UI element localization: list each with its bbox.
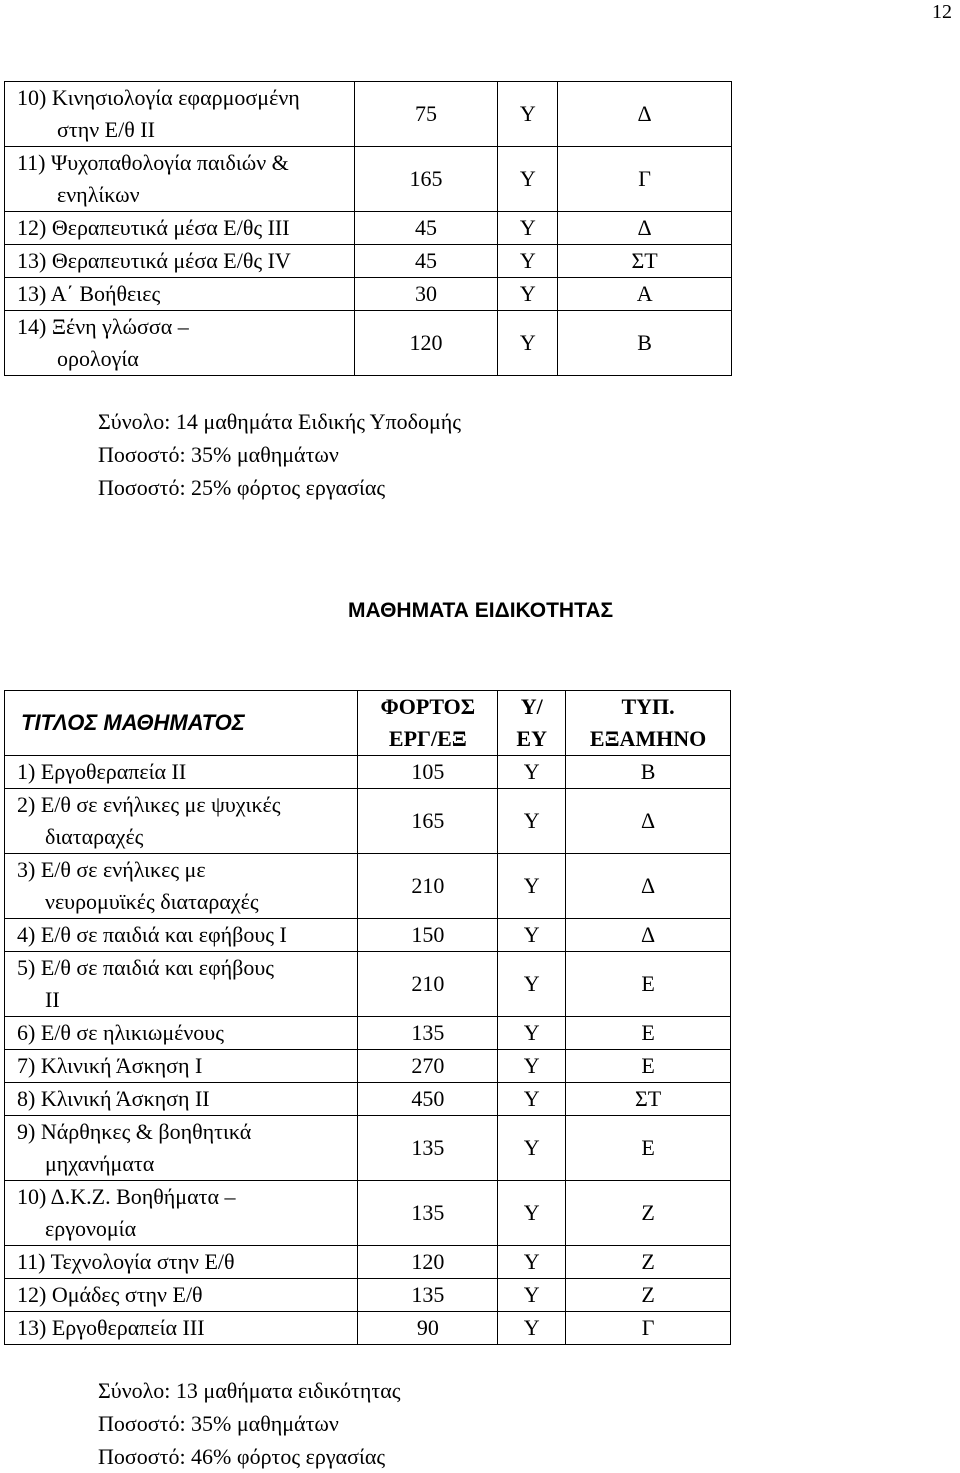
section-heading: ΜΑΘΗΜΑΤΑ ΕΙΔΙΚΟΤΗΤΑΣ xyxy=(348,599,614,622)
course-title xyxy=(5,854,358,919)
header-type xyxy=(498,691,566,756)
course-semester: Δ xyxy=(558,212,732,245)
page-number: 12 xyxy=(932,1,952,23)
course-load: 135 xyxy=(358,1279,498,1312)
course-title-line: 5) Ε/θ σε παιδιά και εφήβους xyxy=(17,955,274,980)
course-load: 450 xyxy=(358,1083,498,1116)
course-load: 210 xyxy=(358,952,498,1017)
course-semester: Δ xyxy=(566,854,731,919)
course-title xyxy=(5,311,355,376)
course-title-line: 1) Εργοθεραπεία ΙΙ xyxy=(17,759,187,784)
course-type: Υ xyxy=(498,789,566,854)
table-row xyxy=(5,1312,731,1345)
summary-total: Σύνολο: 13 μαθήματα ειδικότητας xyxy=(98,1378,401,1403)
course-title xyxy=(5,1181,358,1246)
course-load: 45 xyxy=(354,212,498,245)
header-load-line: ΕΡΓ/ΕΞ xyxy=(388,726,467,751)
course-semester: Α xyxy=(558,278,732,311)
course-semester: Δ xyxy=(558,82,732,147)
course-title-line: 11) Τεχνολογία στην Ε/θ xyxy=(17,1249,235,1274)
summary-courses-percent: Ποσοστό: 35% μαθημάτων xyxy=(98,1411,339,1436)
course-load: 45 xyxy=(354,245,498,278)
header-semester-line: ΤΥΠ. xyxy=(621,694,675,719)
course-title-line: ΙΙ xyxy=(45,987,60,1012)
course-load: 165 xyxy=(354,147,498,212)
course-title xyxy=(5,212,355,245)
course-title xyxy=(5,278,355,311)
course-title xyxy=(5,1116,358,1181)
specialty-summary xyxy=(98,1374,400,1473)
course-semester: Γ xyxy=(558,147,732,212)
foundation-courses-table xyxy=(4,81,732,376)
table-row xyxy=(5,1246,731,1279)
course-title xyxy=(5,1312,358,1345)
foundation-summary xyxy=(98,405,461,504)
course-title xyxy=(5,245,355,278)
course-type: Υ xyxy=(498,1279,566,1312)
course-semester: Ζ xyxy=(566,1181,731,1246)
course-title xyxy=(5,789,358,854)
course-type: Υ xyxy=(498,1181,566,1246)
course-semester: Δ xyxy=(566,919,731,952)
course-semester: Ε xyxy=(566,1017,731,1050)
header-title: ΤΙΤΛΟΣ ΜΑΘΗΜΑΤΟΣ xyxy=(5,691,358,756)
table-row xyxy=(5,82,732,147)
course-semester: Γ xyxy=(566,1312,731,1345)
table-row xyxy=(5,756,731,789)
header-semester-line: ΕΞΑΜΗΝΟ xyxy=(589,726,707,751)
table-row xyxy=(5,1017,731,1050)
course-title xyxy=(5,1050,358,1083)
course-title-line: 13) Α΄ Βοήθειες xyxy=(17,281,161,306)
course-type: Υ xyxy=(498,854,566,919)
course-type: Υ xyxy=(498,1312,566,1345)
course-title xyxy=(5,952,358,1017)
course-type: Υ xyxy=(498,212,558,245)
course-load: 150 xyxy=(358,919,498,952)
summary-courses-percent: Ποσοστό: 35% μαθημάτων xyxy=(98,442,339,467)
table-row xyxy=(5,1116,731,1181)
course-title xyxy=(5,82,355,147)
course-semester: Ζ xyxy=(566,1246,731,1279)
course-semester: Ζ xyxy=(566,1279,731,1312)
course-semester: ΣΤ xyxy=(566,1083,731,1116)
course-type: Υ xyxy=(498,1246,566,1279)
specialty-courses-table xyxy=(4,690,731,1345)
table-row xyxy=(5,1083,731,1116)
course-type: Υ xyxy=(498,919,566,952)
course-type: Υ xyxy=(498,278,558,311)
course-title-line: στην Ε/θ ΙΙ xyxy=(57,117,155,142)
header-load-line: ΦΟΡΤΟΣ xyxy=(380,694,476,719)
course-semester: Β xyxy=(558,311,732,376)
table-row xyxy=(5,311,732,376)
course-load: 135 xyxy=(358,1116,498,1181)
header-semester xyxy=(566,691,731,756)
table-row xyxy=(5,854,731,919)
course-load: 105 xyxy=(358,756,498,789)
table-row xyxy=(5,147,732,212)
course-title-line: 11) Ψυχοπαθολογία παιδιών & xyxy=(17,150,289,175)
course-title-line: 2) Ε/θ σε ενήλικες με ψυχικές xyxy=(17,792,281,817)
table-row xyxy=(5,212,732,245)
course-title-line: 7) Κλινική Άσκηση Ι xyxy=(17,1053,203,1078)
header-type-line: Υ/ xyxy=(520,694,543,719)
course-type: Υ xyxy=(498,1017,566,1050)
course-type: Υ xyxy=(498,756,566,789)
course-title-line: μηχανήματα xyxy=(45,1151,155,1176)
course-type: Υ xyxy=(498,1050,566,1083)
table-header-row xyxy=(5,691,731,756)
course-title-line: εργονομία xyxy=(45,1216,137,1241)
course-type: Υ xyxy=(498,1116,566,1181)
course-title-line: 13) Θεραπευτικά μέσα Ε/θς ΙV xyxy=(17,248,291,273)
summary-workload-percent: Ποσοστό: 46% φόρτος εργασίας xyxy=(98,1444,386,1469)
course-title xyxy=(5,1017,358,1050)
course-title-line: διαταραχές xyxy=(45,824,144,849)
table-row xyxy=(5,789,731,854)
table-row xyxy=(5,1050,731,1083)
course-type: Υ xyxy=(498,82,558,147)
course-type: Υ xyxy=(498,952,566,1017)
course-load: 120 xyxy=(354,311,498,376)
course-load: 90 xyxy=(358,1312,498,1345)
course-title xyxy=(5,1279,358,1312)
course-title-line: 14) Ξένη γλώσσα – xyxy=(17,314,189,339)
course-semester: Β xyxy=(566,756,731,789)
course-title xyxy=(5,1246,358,1279)
summary-total: Σύνολο: 14 μαθημάτα Ειδικής Υποδομής xyxy=(98,409,461,434)
course-semester: Ε xyxy=(566,1116,731,1181)
course-title xyxy=(5,919,358,952)
table-row xyxy=(5,1279,731,1312)
course-title-line: ορολογία xyxy=(57,346,139,371)
table-row xyxy=(5,278,732,311)
table-row xyxy=(5,1181,731,1246)
course-title-line: 4) Ε/θ σε παιδιά και εφήβους Ι xyxy=(17,922,287,947)
course-title-line: ενηλίκων xyxy=(57,182,140,207)
course-load: 165 xyxy=(358,789,498,854)
course-type: Υ xyxy=(498,147,558,212)
course-load: 120 xyxy=(358,1246,498,1279)
course-load: 210 xyxy=(358,854,498,919)
table-row xyxy=(5,245,732,278)
course-title-line: 3) Ε/θ σε ενήλικες με xyxy=(17,857,206,882)
table-row xyxy=(5,952,731,1017)
course-title-line: 10) Δ.Κ.Ζ. Βοηθήματα – xyxy=(17,1184,236,1209)
header-load xyxy=(358,691,498,756)
course-load: 135 xyxy=(358,1181,498,1246)
course-title-line: 12) Ομάδες στην Ε/θ xyxy=(17,1282,203,1307)
course-title xyxy=(5,756,358,789)
course-semester: Ε xyxy=(566,1050,731,1083)
course-type: Υ xyxy=(498,311,558,376)
course-load: 75 xyxy=(354,82,498,147)
course-semester: ΣΤ xyxy=(558,245,732,278)
course-load: 270 xyxy=(358,1050,498,1083)
course-title-line: 6) Ε/θ σε ηλικιωμένους xyxy=(17,1020,224,1045)
table-row xyxy=(5,919,731,952)
course-title-line: 10) Κινησιολογία εφαρμοσμένη xyxy=(17,85,300,110)
course-title-line: 12) Θεραπευτικά μέσα Ε/θς ΙΙΙ xyxy=(17,215,290,240)
course-title-line: 9) Νάρθηκες & βοηθητικά xyxy=(17,1119,252,1144)
header-type-line: ΕΥ xyxy=(516,726,547,751)
course-title-line: νευρομυϊκές διαταραχές xyxy=(45,889,259,914)
course-load: 30 xyxy=(354,278,498,311)
summary-workload-percent: Ποσοστό: 25% φόρτος εργασίας xyxy=(98,475,386,500)
course-load: 135 xyxy=(358,1017,498,1050)
course-semester: Ε xyxy=(566,952,731,1017)
course-semester: Δ xyxy=(566,789,731,854)
course-title-line: 13) Εργοθεραπεία ΙΙΙ xyxy=(17,1315,205,1340)
course-title xyxy=(5,1083,358,1116)
course-type: Υ xyxy=(498,245,558,278)
course-type: Υ xyxy=(498,1083,566,1116)
course-title-line: 8) Κλινική Άσκηση ΙΙ xyxy=(17,1086,210,1111)
course-title xyxy=(5,147,355,212)
